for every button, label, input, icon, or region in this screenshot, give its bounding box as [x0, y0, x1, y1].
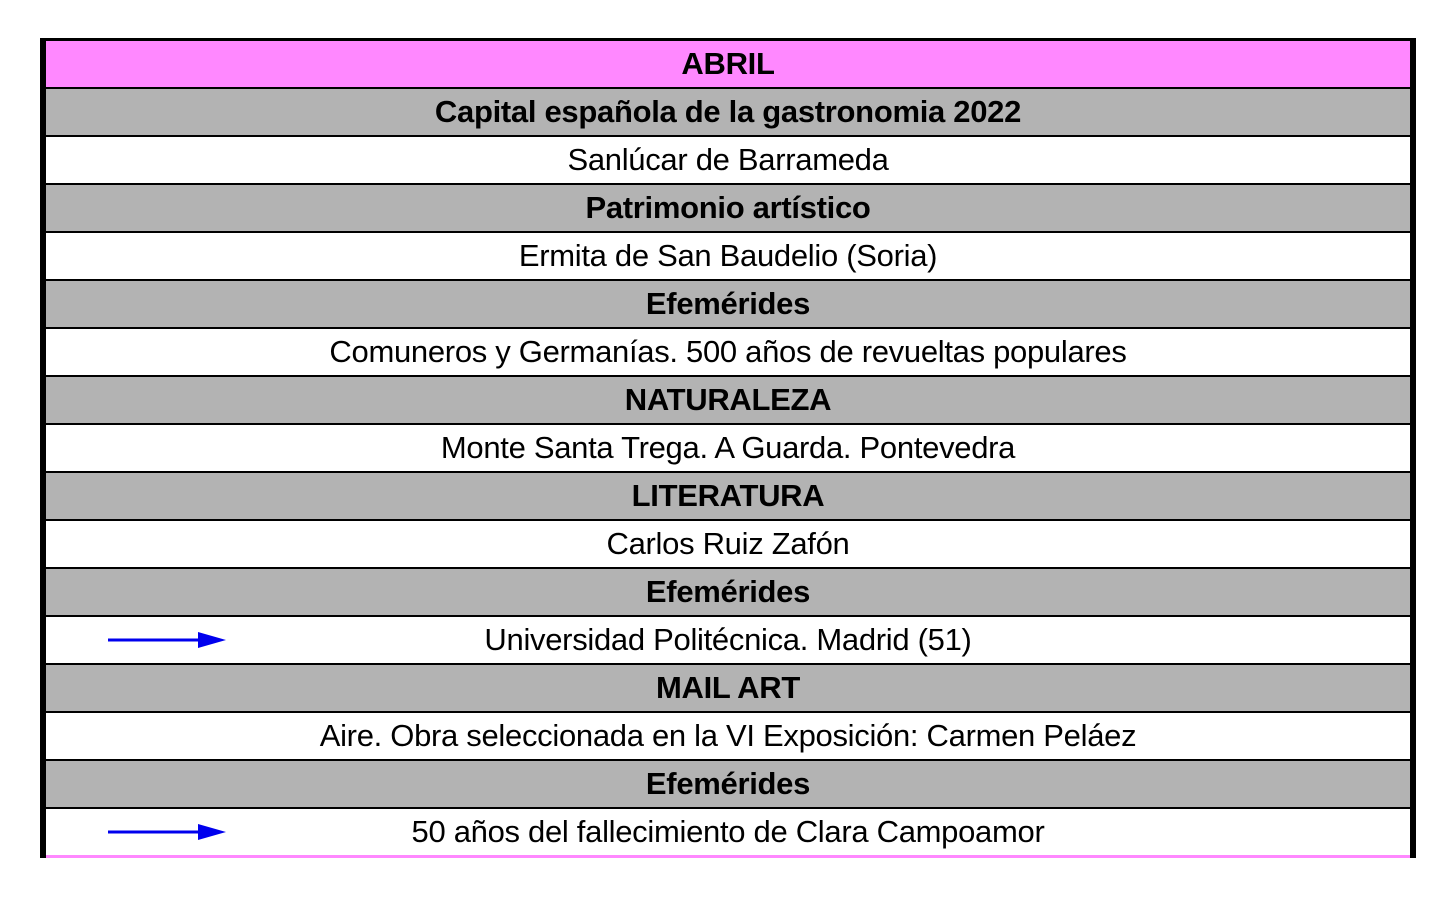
table-row — [46, 521, 1410, 569]
table-row — [46, 425, 1410, 473]
section-heading-row — [46, 761, 1410, 809]
right-arrow-icon — [108, 631, 226, 649]
section-heading-row — [46, 665, 1410, 713]
section-heading-row — [46, 569, 1410, 617]
section-heading-row — [46, 89, 1410, 137]
table-row — [46, 617, 1410, 665]
section-heading: Efemérides — [645, 766, 811, 801]
section-heading: NATURALEZA — [624, 382, 832, 417]
row-text: Ermita de San Baudelio (Soria) — [518, 238, 938, 273]
section-heading-row — [46, 281, 1410, 329]
row-text: Aire. Obra seleccionada en la VI Exposición: Carmen Peláez — [319, 718, 1137, 753]
table-row — [46, 233, 1410, 281]
section-heading: LITERATURA — [631, 478, 825, 513]
stamp-calendar-table — [40, 38, 1416, 858]
row-text: Monte Santa Trega. A Guarda. Pontevedra — [440, 430, 1016, 465]
row-text: Universidad Politécnica. Madrid (51) — [484, 622, 972, 657]
row-text: Carlos Ruiz Zafón — [606, 526, 850, 561]
table-row — [46, 329, 1410, 377]
row-text: 50 años del fallecimiento de Clara Campoamor — [411, 814, 1045, 849]
section-heading: Efemérides — [645, 574, 811, 609]
section-heading-row — [46, 473, 1410, 521]
section-heading: Capital española de la gastronomia 2022 — [434, 94, 1022, 129]
section-heading: MAIL ART — [656, 670, 800, 705]
table-row — [46, 809, 1410, 858]
row-text: Sanlúcar de Barrameda — [567, 142, 889, 177]
section-heading-row — [46, 185, 1410, 233]
section-heading: Efemérides — [645, 286, 811, 321]
month-header: ABRIL — [46, 41, 1410, 89]
table-row — [46, 137, 1410, 185]
section-heading-row — [46, 377, 1410, 425]
table-rows — [46, 89, 1410, 858]
table-row — [46, 713, 1410, 761]
right-arrow-icon — [108, 823, 226, 841]
section-heading: Patrimonio artístico — [585, 190, 871, 225]
row-text: Comuneros y Germanías. 500 años de revueltas populares — [329, 334, 1127, 369]
